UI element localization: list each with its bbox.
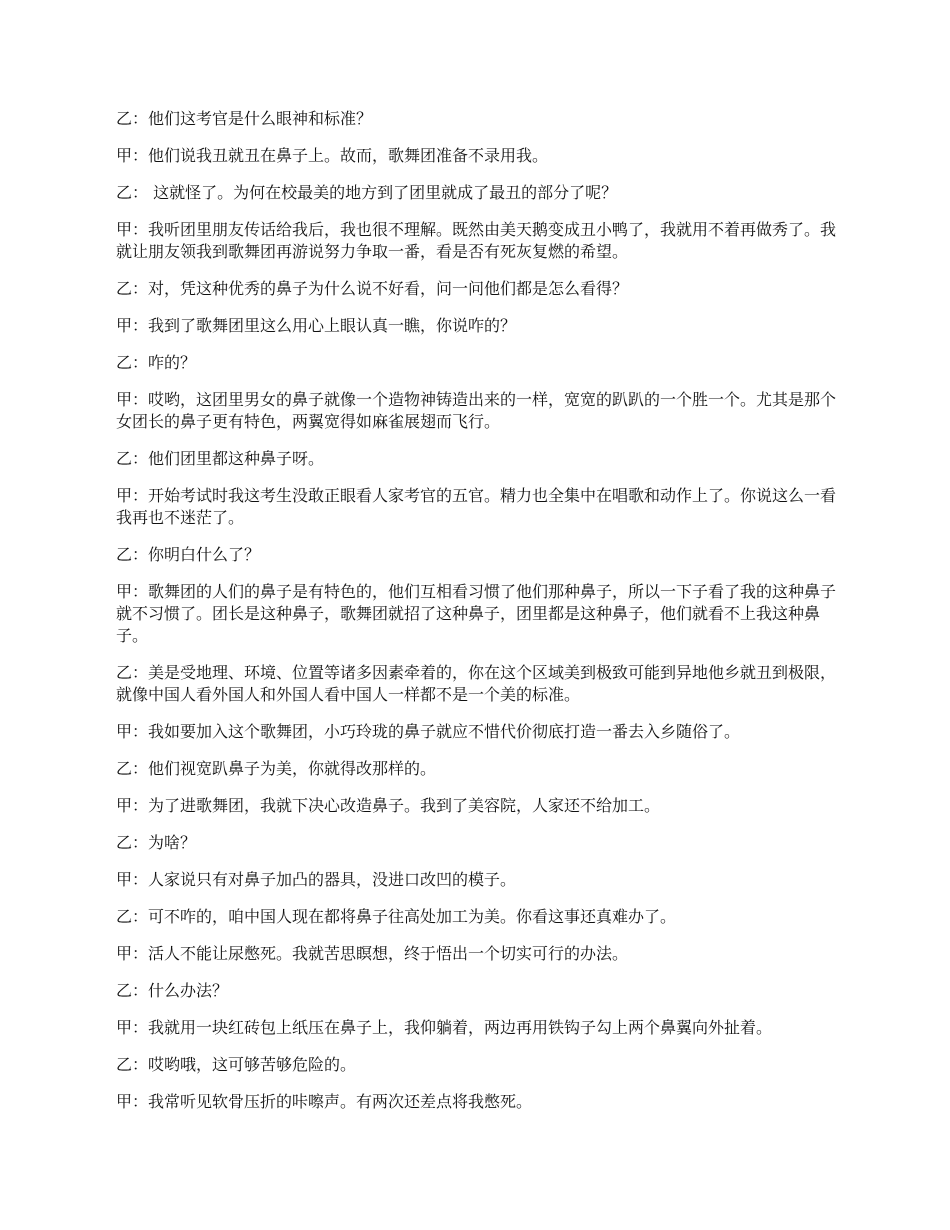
dialogue-line: 乙：咋的？ <box>116 353 197 372</box>
document-body <box>116 108 840 1128</box>
dialogue-line: 乙：你明白什么了？ <box>116 545 261 564</box>
dialogue-line: 甲：我到了歌舞团里这么用心上眼认真一瞧，你说咋的？ <box>116 316 517 335</box>
dialogue-line: 甲：人家说只有对鼻子加凸的器具，没进口改凹的模子。 <box>116 870 517 889</box>
dialogue-line: 甲：我常听见软骨压折的咔嚓声。有两次还差点将我憋死。 <box>116 1092 533 1111</box>
dialogue-line: 甲：歌舞团的人们的鼻子是有特色的，他们互相看习惯了他们那种鼻子，所以一下子看了我的这种鼻子就不习惯了。团长是这种鼻子，歌舞团就招了这种鼻子，团里都是这种鼻子，他们就看不上我这种鼻子。 <box>116 582 837 645</box>
dialogue-line: 乙：他们团里都这种鼻子呀。 <box>116 449 325 468</box>
dialogue-line: 乙：美是受地理、环境、位置等诸多因素牵着的，你在这个区域美到极致可能到异地他乡就丑到极限，就像中国人看外国人和外国人看中国人一样都不是一个美的标准。 <box>116 663 837 704</box>
dialogue-line: 甲：他们说我丑就丑在鼻子上。故而，歌舞团准备不录用我。 <box>116 146 549 165</box>
dialogue-line: 乙：他们视宽趴鼻子为美，你就得改那样的。 <box>116 759 437 778</box>
dialogue-line: 甲：开始考试时我这考生没敢正眼看人家考官的五官。精力也全集中在唱歌和动作上了。你说这么一看我再也不迷茫了。 <box>116 486 837 527</box>
dialogue-line: 乙：为啥？ <box>116 833 197 852</box>
dialogue-line: 乙：对，凭这种优秀的鼻子为什么说不好看，问一问他们都是怎么看得？ <box>116 279 629 298</box>
dialogue-line: 甲：我听团里朋友传话给我后，我也很不理解。既然由美天鹅变成丑小鸭了，我就用不着再做秀了。我就让朋友领我到歌舞团再游说努力争取一番，看是否有死灰复燃的希望。 <box>116 220 837 261</box>
dialogue-line: 甲：哎哟，这团里男女的鼻子就像一个造物神铸造出来的一样，宽宽的趴趴的一个胜一个。尤其是那个女团长的鼻子更有特色，两翼宽得如麻雀展翅而飞行。 <box>116 390 837 431</box>
dialogue-line: 乙：什么办法？ <box>116 981 229 1000</box>
dialogue-line: 乙：哎哟哦，这可够苦够危险的。 <box>116 1055 357 1074</box>
dialogue-line: 乙：可不咋的，咱中国人现在都将鼻子往高处加工为美。你看这事还真难办了。 <box>116 907 677 926</box>
dialogue-line: 乙：他们这考官是什么眼神和标准？ <box>116 109 373 128</box>
dialogue-line: 甲：为了进歌舞团，我就下决心改造鼻子。我到了美容院，人家还不给加工。 <box>116 796 661 815</box>
dialogue-line: 甲：我就用一块红砖包上纸压在鼻子上，我仰躺着，两边再用铁钩子勾上两个鼻翼向外扯着。 <box>116 1018 773 1037</box>
dialogue-line: 甲：活人不能让尿憋死。我就苦思瞑想，终于悟出一个切实可行的办法。 <box>116 944 629 963</box>
dialogue-line: 甲：我如要加入这个歌舞团，小巧玲珑的鼻子就应不惜代价彻底打造一番去入乡随俗了。 <box>116 722 741 741</box>
dialogue-line: 乙： 这就怪了。为何在校最美的地方到了团里就成了最丑的部分了呢？ <box>116 183 618 202</box>
